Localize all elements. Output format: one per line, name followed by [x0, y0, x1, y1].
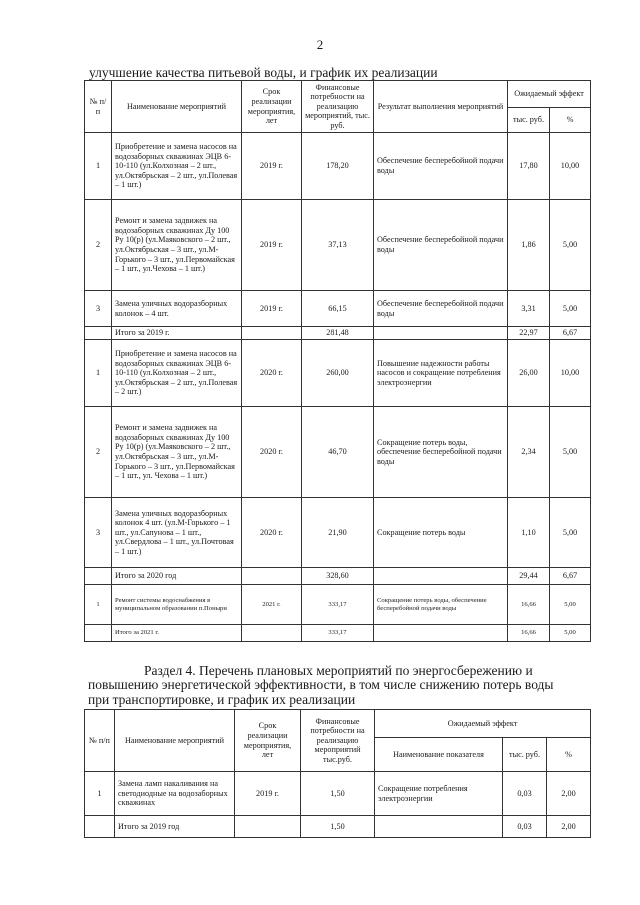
- row-result: Сокращение потерь воды, обеспечение бесперебойной подачи воды: [374, 407, 508, 498]
- header-pct: %: [547, 738, 591, 772]
- header-term: Срок реализации мероприятия, лет: [235, 710, 301, 772]
- row-num: 1: [85, 585, 112, 625]
- total-label: Итого за 2020 год: [112, 568, 242, 585]
- row-pct: 5,00: [550, 291, 591, 327]
- row-name: Приобретение и замена насосов на водозаборных скважинах ЭЦВ 6-10-110 (ул.Колхозная – 2 шт., ул.Октябрьская – 2 шт., ул.Полевая – 2 шт.): [112, 340, 242, 407]
- row-num: 3: [85, 498, 112, 568]
- total-finance: 333,17: [302, 625, 374, 642]
- row-rub: 26,00: [508, 340, 550, 407]
- total-rub: 29,44: [508, 568, 550, 585]
- header-rub: тыс. руб.: [503, 738, 547, 772]
- header-result: Результат выполнения мероприятий: [374, 81, 508, 133]
- total-pct: 5,00: [550, 625, 591, 642]
- row-name: Замена уличных водоразборных колонок – 4 шт.: [112, 291, 242, 327]
- row-result: Обеспечение бесперебойной подачи воды: [374, 291, 508, 327]
- row-result: Обеспечение бесперебойной подачи воды: [374, 133, 508, 200]
- row-num: 1: [85, 133, 112, 200]
- table-row: [85, 200, 591, 291]
- row-rub: 3,31: [508, 291, 550, 327]
- row-name: Замена ламп накаливания на светодиодные на водозаборных скважинах: [115, 772, 235, 816]
- row-name: Ремонт и замена задвижек на водозаборных скважинах Ду 100 Ру 10(р) (ул.Маяковского – 2 шт., ул.Октябрьская – 3 шт., ул.М-Горького – 3 шт., ул.Первомайская – 1 шт., ул. Чехова – 1 шт.): [112, 407, 242, 498]
- row-term: 2019 г.: [235, 772, 301, 816]
- row-term: 2019 г.: [242, 200, 302, 291]
- row-finance: 46,70: [302, 407, 374, 498]
- table-row: [85, 772, 591, 816]
- section-heading: улучшение качества питьевой воды, и график их реализации: [89, 65, 438, 80]
- row-finance: 66,15: [302, 291, 374, 327]
- row-name: Ремонт системы водоснабжения в муниципальном образовании п.Поныри: [112, 585, 242, 625]
- header-effect-pct: %: [550, 108, 591, 133]
- row-result: Сокращение потерь воды: [374, 498, 508, 568]
- row-pct: 5,00: [550, 498, 591, 568]
- row-pct: 5,00: [550, 585, 591, 625]
- row-finance: 260,00: [302, 340, 374, 407]
- row-term: 2019 г.: [242, 133, 302, 200]
- table-row: [85, 291, 591, 327]
- total-row-2019: [85, 327, 591, 340]
- header-name: Наименование мероприятий: [115, 710, 235, 772]
- row-term: 2020 г.: [242, 498, 302, 568]
- header-finance: Финансовые потребности на реализацию мероприятий тыс.руб.: [301, 710, 375, 772]
- row-name: Ремонт и замена задвижек на водозаборных скважинах Ду 100 Ру 10(р) (ул.Маяковского – 2 шт., ул.Октябрьская – 3 шт., ул.М-Горького – 3 шт., ул.Первомайская – 1 шт., ул.Чехова – 1 шт.): [112, 200, 242, 291]
- row-pct: 2,00: [547, 772, 591, 816]
- row-pct: 10,00: [550, 340, 591, 407]
- measures-table-water-quality: [84, 80, 591, 642]
- total-pct: 6,67: [550, 568, 591, 585]
- header-indicator: Наименование показателя: [375, 738, 503, 772]
- total-pct: 2,00: [547, 816, 591, 838]
- row-result: Обеспечение бесперебойной подачи воды: [374, 200, 508, 291]
- total-rub: 16,66: [508, 625, 550, 642]
- row-rub: 1,86: [508, 200, 550, 291]
- header-name: Наименование мероприятий: [112, 81, 242, 133]
- row-num: 1: [85, 772, 115, 816]
- header-num: № п/п: [85, 81, 112, 133]
- header-effect: Ожидаемый эффект: [375, 710, 591, 738]
- section-4-line: Раздел 4. Перечень плановых мероприятий по энергосбережению и: [144, 663, 533, 678]
- row-term: 2021 г.: [242, 585, 302, 625]
- header-effect-rub: тыс. руб.: [508, 108, 550, 133]
- row-num: 2: [85, 200, 112, 291]
- header-finance: Финансовые потребности на реализацию мероприятий, тыс. руб.: [302, 81, 374, 133]
- total-row-2020: [85, 568, 591, 585]
- header-term: Срок реализации мероприятия, лет: [242, 81, 302, 133]
- total-row-2021: [85, 625, 591, 642]
- total-label: Итого за 2019 год: [115, 816, 235, 838]
- section-4-heading: [88, 664, 588, 707]
- total-finance: 281,48: [302, 327, 374, 340]
- row-finance: 333,17: [302, 585, 374, 625]
- header-effect: Ожидаемый эффект: [508, 81, 591, 108]
- section-4-line: при транспортировке, и график их реализации: [88, 691, 356, 707]
- row-num: 3: [85, 291, 112, 327]
- row-rub: 16,66: [508, 585, 550, 625]
- section-4-line: повышению энергетической эффективности, в том числе снижению потерь воды: [88, 677, 554, 693]
- total-label: Итого за 2021 г.: [112, 625, 242, 642]
- total-rub: 0,03: [503, 816, 547, 838]
- row-finance: 178,20: [302, 133, 374, 200]
- page-number: 2: [316, 37, 324, 52]
- total-label: Итого за 2019 г.: [112, 327, 242, 340]
- row-rub: 1,10: [508, 498, 550, 568]
- row-rub: 2,34: [508, 407, 550, 498]
- row-rub: 17,80: [508, 133, 550, 200]
- row-name: Приобретение и замена насосов на водозаборных скважинах ЭЦВ 6-10-110 (ул.Колхозная – 2 шт., ул.Октябрьская – 2 шт., ул.Полевая – 1 шт.): [112, 133, 242, 200]
- row-term: 2019 г.: [242, 291, 302, 327]
- row-finance: 21,90: [302, 498, 374, 568]
- table-row: [85, 498, 591, 568]
- row-result: Сокращение потерь воды, обеспечение бесперебойной подачи воды: [374, 585, 508, 625]
- table-row: [85, 340, 591, 407]
- row-rub: 0,03: [503, 772, 547, 816]
- row-term: 2020 г.: [242, 407, 302, 498]
- header-num: № п/п: [85, 710, 115, 772]
- table-row: [85, 133, 591, 200]
- measures-table-energy-saving: [84, 709, 591, 838]
- table-row: [85, 585, 591, 625]
- row-indicator: Сокращение потребления электроэнергии: [375, 772, 503, 816]
- row-finance: 37,13: [302, 200, 374, 291]
- total-pct: 6,67: [550, 327, 591, 340]
- table-row: [85, 407, 591, 498]
- row-pct: 5,00: [550, 200, 591, 291]
- total-row-2019: [85, 816, 591, 838]
- total-finance: 1,50: [301, 816, 375, 838]
- total-rub: 22,97: [508, 327, 550, 340]
- row-finance: 1,50: [301, 772, 375, 816]
- row-num: 1: [85, 340, 112, 407]
- row-result: Повышение надежности работы насосов и сокращение потребления электроэнергии: [374, 340, 508, 407]
- total-finance: 328,60: [302, 568, 374, 585]
- row-name: Замена уличных водоразборных колонок 4 шт. (ул.М-Горького – 1 шт., ул.Сапунова – 1 шт., ул.Свердлова – 1 шт., ул.Почтовая – 1 шт.): [112, 498, 242, 568]
- row-num: 2: [85, 407, 112, 498]
- row-term: 2020 г.: [242, 340, 302, 407]
- row-pct: 10,00: [550, 133, 591, 200]
- row-pct: 5,00: [550, 407, 591, 498]
